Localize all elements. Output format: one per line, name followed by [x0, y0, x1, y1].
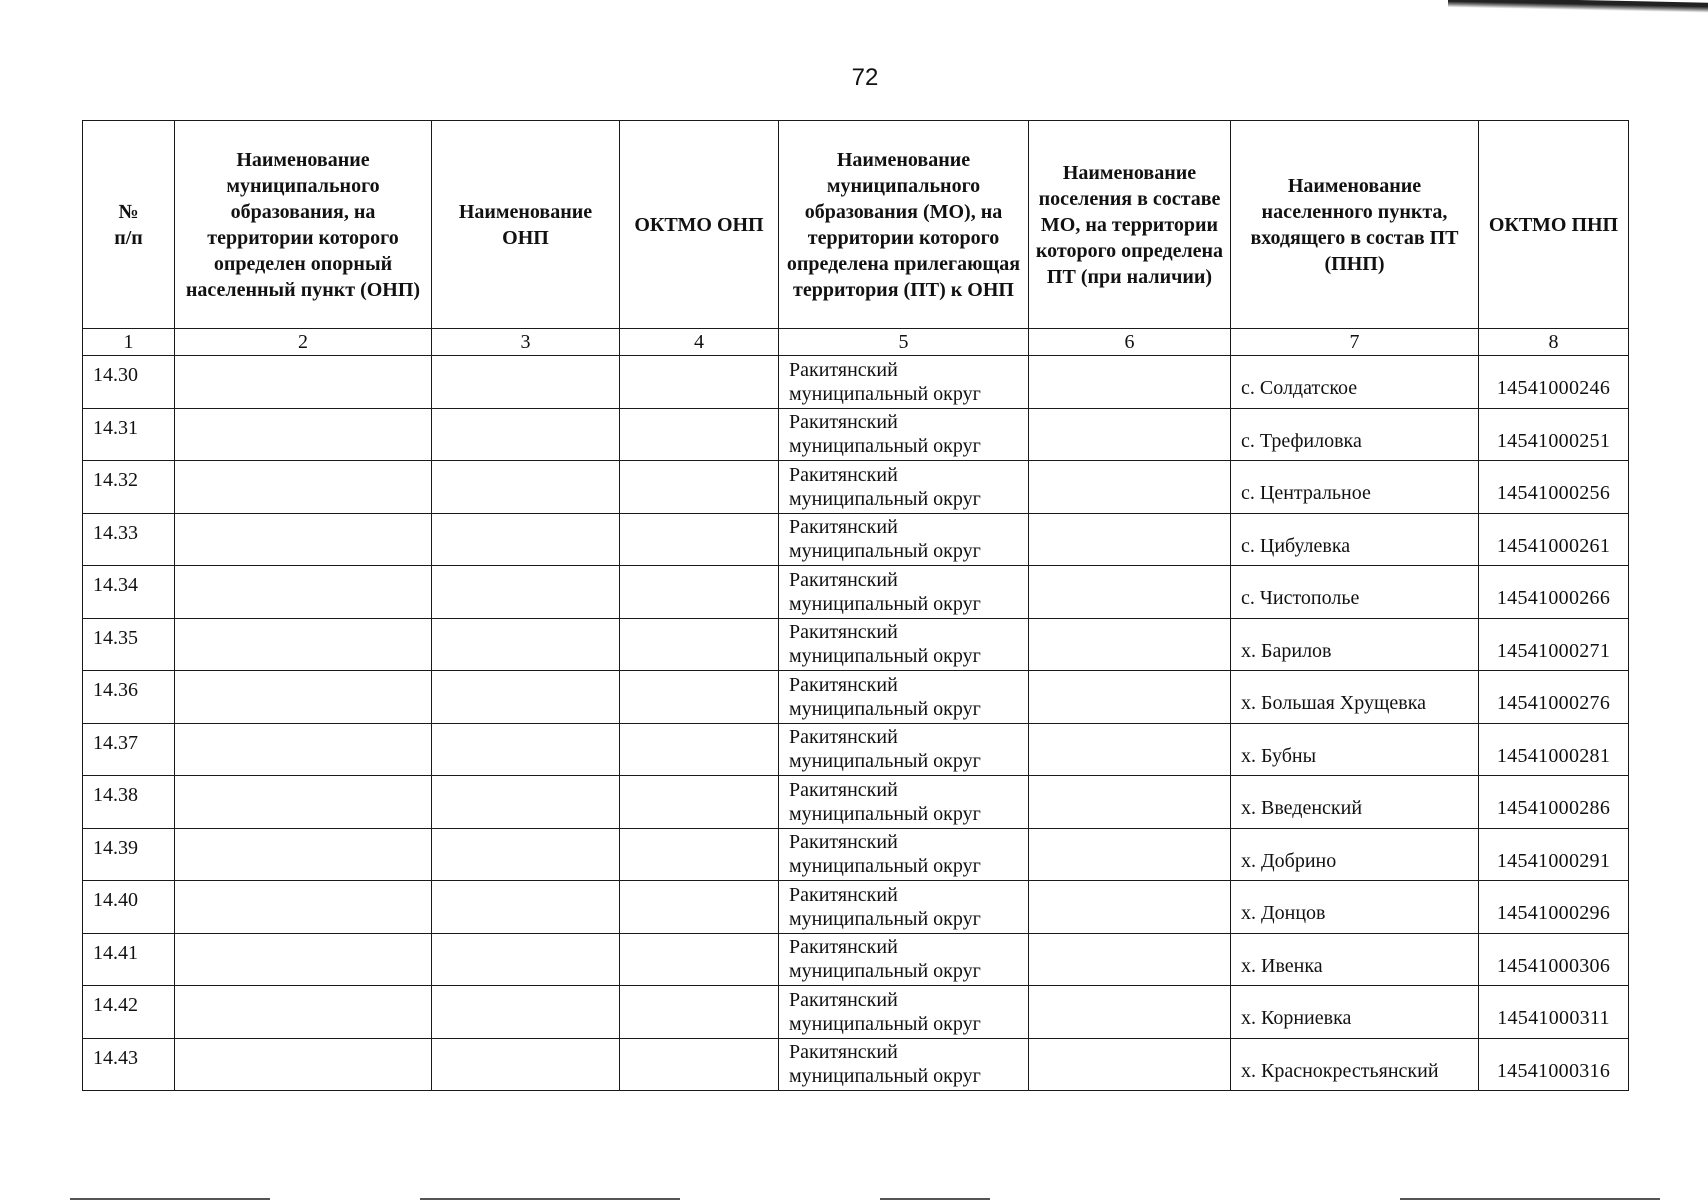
settlement-cell: [1029, 1038, 1231, 1091]
pnp-oktmo-cell: 14541000251: [1479, 408, 1629, 461]
onp-oktmo-cell: [620, 881, 779, 934]
header-cell: Наименование муниципального образования, на территории которого определен опорный населенный пункт (ОНП): [175, 121, 432, 329]
onp-oktmo-cell: [620, 671, 779, 724]
pt-municipality-cell: Ракитянский муниципальный округ: [779, 408, 1029, 461]
settlement-cell: [1029, 671, 1231, 724]
row-number-cell: 14.38: [83, 776, 175, 829]
table-row: [83, 828, 1629, 881]
onp-name-cell: [432, 828, 620, 881]
pnp-name-cell: х. Донцов: [1231, 881, 1479, 934]
onp-municipality-cell: [175, 723, 432, 776]
row-number-cell: 14.34: [83, 566, 175, 619]
onp-municipality-cell: [175, 356, 432, 409]
table-row: [83, 881, 1629, 934]
onp-municipality-cell: [175, 618, 432, 671]
onp-municipality-cell: [175, 408, 432, 461]
settlement-cell: [1029, 566, 1231, 619]
onp-oktmo-cell: [620, 566, 779, 619]
header-row: [83, 121, 1629, 329]
settlement-cell: [1029, 461, 1231, 514]
column-number: 4: [620, 329, 779, 356]
pnp-oktmo-cell: 14541000261: [1479, 513, 1629, 566]
pnp-name-cell: х. Корниевка: [1231, 986, 1479, 1039]
pnp-name-cell: х. Барилов: [1231, 618, 1479, 671]
pnp-oktmo-cell: 14541000266: [1479, 566, 1629, 619]
pnp-oktmo-cell: 14541000281: [1479, 723, 1629, 776]
onp-oktmo-cell: [620, 723, 779, 776]
settlement-cell: [1029, 776, 1231, 829]
onp-municipality-cell: [175, 986, 432, 1039]
onp-name-cell: [432, 986, 620, 1039]
onp-oktmo-cell: [620, 1038, 779, 1091]
onp-name-cell: [432, 356, 620, 409]
settlements-table: [82, 120, 1629, 1091]
page-number: 72: [851, 64, 879, 91]
onp-oktmo-cell: [620, 513, 779, 566]
row-number-cell: 14.35: [83, 618, 175, 671]
onp-name-cell: [432, 933, 620, 986]
pnp-name-cell: с. Цибулевка: [1231, 513, 1479, 566]
pt-municipality-cell: Ракитянский муниципальный округ: [779, 618, 1029, 671]
pnp-oktmo-cell: 14541000311: [1479, 986, 1629, 1039]
pt-municipality-cell: Ракитянский муниципальный округ: [779, 828, 1029, 881]
onp-oktmo-cell: [620, 828, 779, 881]
column-number: 1: [83, 329, 175, 356]
onp-oktmo-cell: [620, 408, 779, 461]
row-number-cell: 14.43: [83, 1038, 175, 1091]
pnp-oktmo-cell: 14541000296: [1479, 881, 1629, 934]
pt-municipality-cell: Ракитянский муниципальный округ: [779, 566, 1029, 619]
onp-municipality-cell: [175, 881, 432, 934]
pnp-oktmo-cell: 14541000286: [1479, 776, 1629, 829]
pt-municipality-cell: Ракитянский муниципальный округ: [779, 776, 1029, 829]
pnp-name-cell: х. Большая Хрущевка: [1231, 671, 1479, 724]
onp-oktmo-cell: [620, 461, 779, 514]
settlement-cell: [1029, 356, 1231, 409]
header-cell: № п/п: [83, 121, 175, 329]
pt-municipality-cell: Ракитянский муниципальный округ: [779, 671, 1029, 724]
header-cell: ОКТМО ОНП: [620, 121, 779, 329]
table-row: [83, 513, 1629, 566]
pnp-oktmo-cell: 14541000291: [1479, 828, 1629, 881]
pnp-name-cell: х. Краснокрестьянский: [1231, 1038, 1479, 1091]
onp-municipality-cell: [175, 933, 432, 986]
row-number-cell: 14.37: [83, 723, 175, 776]
settlement-cell: [1029, 986, 1231, 1039]
column-number-row: [83, 329, 1629, 356]
onp-name-cell: [432, 566, 620, 619]
row-number-cell: 14.42: [83, 986, 175, 1039]
table-row: [83, 776, 1629, 829]
settlement-cell: [1029, 933, 1231, 986]
settlement-cell: [1029, 513, 1231, 566]
onp-municipality-cell: [175, 513, 432, 566]
column-number: 7: [1231, 329, 1479, 356]
table-row: [83, 356, 1629, 409]
onp-municipality-cell: [175, 776, 432, 829]
onp-name-cell: [432, 461, 620, 514]
table-body: [83, 356, 1629, 1091]
table-row: [83, 461, 1629, 514]
pnp-oktmo-cell: 14541000316: [1479, 1038, 1629, 1091]
onp-oktmo-cell: [620, 356, 779, 409]
scan-edge-mark: [1448, 0, 1708, 13]
pnp-oktmo-cell: 14541000276: [1479, 671, 1629, 724]
pnp-oktmo-cell: 14541000246: [1479, 356, 1629, 409]
table-row: [83, 1038, 1629, 1091]
column-number: 3: [432, 329, 620, 356]
table-row: [83, 408, 1629, 461]
settlement-cell: [1029, 618, 1231, 671]
onp-name-cell: [432, 671, 620, 724]
table-row: [83, 618, 1629, 671]
row-number-cell: 14.39: [83, 828, 175, 881]
onp-name-cell: [432, 776, 620, 829]
column-number: 8: [1479, 329, 1629, 356]
pt-municipality-cell: Ракитянский муниципальный округ: [779, 356, 1029, 409]
onp-municipality-cell: [175, 566, 432, 619]
pt-municipality-cell: Ракитянский муниципальный округ: [779, 461, 1029, 514]
row-number-cell: 14.36: [83, 671, 175, 724]
header-cell: Наименование населенного пункта, входящего в состав ПТ (ПНП): [1231, 121, 1479, 329]
pt-municipality-cell: Ракитянский муниципальный округ: [779, 881, 1029, 934]
onp-name-cell: [432, 513, 620, 566]
pt-municipality-cell: Ракитянский муниципальный округ: [779, 1038, 1029, 1091]
onp-name-cell: [432, 1038, 620, 1091]
pnp-name-cell: с. Солдатское: [1231, 356, 1479, 409]
pnp-name-cell: х. Ивенка: [1231, 933, 1479, 986]
onp-name-cell: [432, 881, 620, 934]
onp-name-cell: [432, 618, 620, 671]
column-number: 6: [1029, 329, 1231, 356]
column-number: 5: [779, 329, 1029, 356]
pnp-oktmo-cell: 14541000306: [1479, 933, 1629, 986]
row-number-cell: 14.32: [83, 461, 175, 514]
settlement-cell: [1029, 828, 1231, 881]
table-row: [83, 671, 1629, 724]
column-number: 2: [175, 329, 432, 356]
pnp-name-cell: х. Введенский: [1231, 776, 1479, 829]
pnp-name-cell: х. Добрино: [1231, 828, 1479, 881]
onp-oktmo-cell: [620, 933, 779, 986]
onp-oktmo-cell: [620, 776, 779, 829]
table-row: [83, 723, 1629, 776]
row-number-cell: 14.41: [83, 933, 175, 986]
pnp-name-cell: с. Центральное: [1231, 461, 1479, 514]
pnp-oktmo-cell: 14541000271: [1479, 618, 1629, 671]
onp-name-cell: [432, 408, 620, 461]
onp-municipality-cell: [175, 1038, 432, 1091]
onp-municipality-cell: [175, 461, 432, 514]
pnp-name-cell: с. Чистополье: [1231, 566, 1479, 619]
row-number-cell: 14.40: [83, 881, 175, 934]
header-cell: Наименование ОНП: [432, 121, 620, 329]
settlement-cell: [1029, 881, 1231, 934]
header-cell: Наименование поселения в составе МО, на территории которого определена ПТ (при наличии): [1029, 121, 1231, 329]
pt-municipality-cell: Ракитянский муниципальный округ: [779, 513, 1029, 566]
row-number-cell: 14.33: [83, 513, 175, 566]
pnp-oktmo-cell: 14541000256: [1479, 461, 1629, 514]
table-row: [83, 566, 1629, 619]
pt-municipality-cell: Ракитянский муниципальный округ: [779, 986, 1029, 1039]
onp-municipality-cell: [175, 828, 432, 881]
onp-name-cell: [432, 723, 620, 776]
row-number-cell: 14.31: [83, 408, 175, 461]
onp-oktmo-cell: [620, 618, 779, 671]
onp-municipality-cell: [175, 671, 432, 724]
table-row: [83, 933, 1629, 986]
header-cell: Наименование муниципального образования (МО), на территории которого определена прилегающая территория (ПТ) к ОНП: [779, 121, 1029, 329]
settlements-table-wrapper: [82, 120, 1629, 1091]
settlement-cell: [1029, 723, 1231, 776]
pnp-name-cell: х. Бубны: [1231, 723, 1479, 776]
table-row: [83, 986, 1629, 1039]
header-cell: ОКТМО ПНП: [1479, 121, 1629, 329]
pnp-name-cell: с. Трефиловка: [1231, 408, 1479, 461]
pt-municipality-cell: Ракитянский муниципальный округ: [779, 933, 1029, 986]
onp-oktmo-cell: [620, 986, 779, 1039]
pt-municipality-cell: Ракитянский муниципальный округ: [779, 723, 1029, 776]
row-number-cell: 14.30: [83, 356, 175, 409]
settlement-cell: [1029, 408, 1231, 461]
